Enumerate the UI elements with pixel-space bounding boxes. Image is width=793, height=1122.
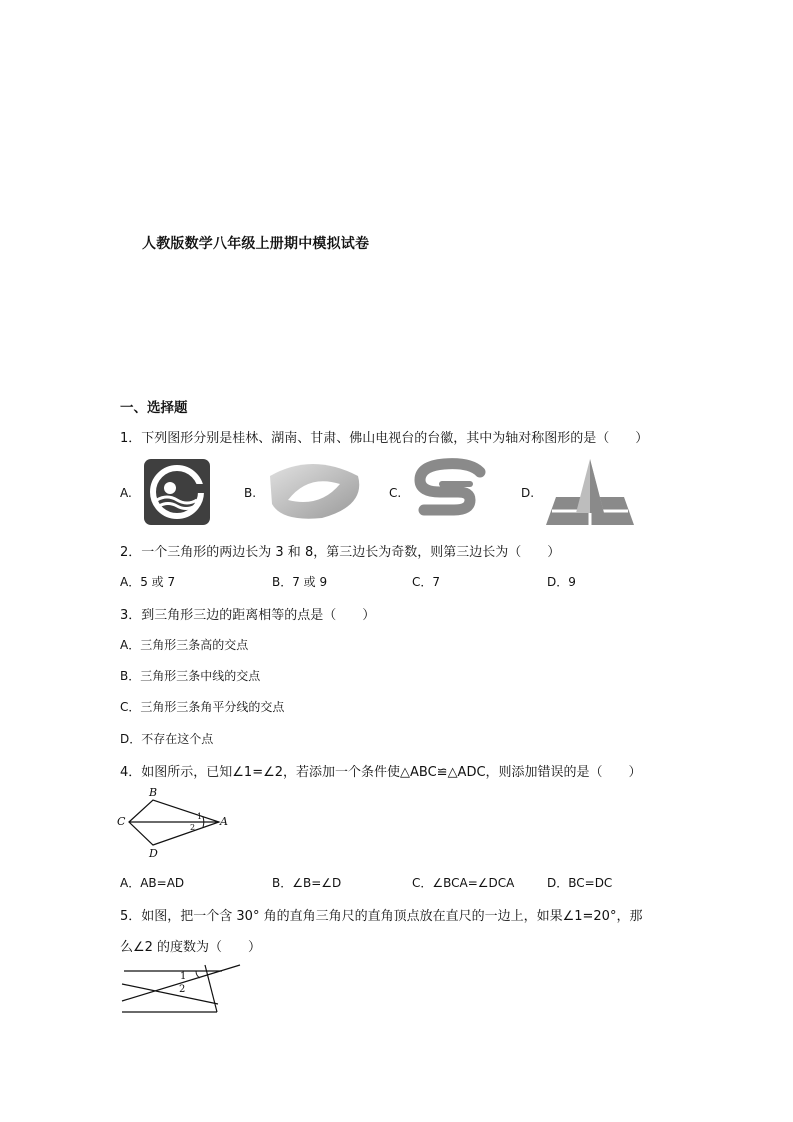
q5-ruler-figure [118, 962, 246, 1014]
q4-option-d: D．BC=DC [547, 876, 613, 890]
question-3-text: 3．到三角形三边的距离相等的点是（ ） [120, 608, 376, 623]
page-title: 人教版数学八年级上册期中模拟试卷 [142, 236, 370, 252]
q4-angle-1: 1 [197, 812, 203, 821]
section-heading: 一、选择题 [120, 400, 188, 416]
q4-label-d: D [149, 847, 158, 860]
q2-option-c: C．7 [412, 575, 441, 589]
q1-option-b-label: B. [244, 486, 257, 500]
foshan-tv-logo-icon [542, 457, 638, 527]
q4-option-b: B．∠B=∠D [272, 876, 342, 890]
q2-option-d: D．9 [547, 575, 576, 589]
q5-angle-1: 1 [180, 971, 187, 982]
q1-option-d-label: D. [521, 486, 535, 500]
q3-option-c: C．三角形三条角平分线的交点 [120, 700, 285, 714]
q4-label-c: C [117, 815, 126, 828]
q4-option-c: C．∠BCA=∠DCA [412, 876, 515, 890]
question-4-text: 4．如图所示，已知∠1=∠2，若添加一个条件使△ABC≌△ADC，则添加错误的是（ ） [120, 765, 642, 780]
q5-angle-2: 2 [179, 984, 186, 995]
q1-option-a-label: A. [120, 486, 132, 500]
q3-option-d: D．不存在这个点 [120, 732, 214, 746]
q4-label-b: B [149, 786, 158, 799]
q4-angle-2: 2 [190, 823, 196, 832]
question-1-text: 1．下列图形分别是桂林、湖南、甘肃、佛山电视台的台徽，其中为轴对称图形的是（ ） [120, 431, 649, 446]
gansu-tv-logo-icon [410, 458, 490, 524]
guilin-tv-logo-icon [143, 458, 211, 526]
q1-option-c-label: C. [389, 486, 402, 500]
q4-triangle-figure [115, 785, 235, 861]
q2-option-a: A．5 或 7 [120, 575, 176, 589]
q3-option-a: A．三角形三条高的交点 [120, 638, 249, 652]
q3-option-b: B．三角形三条中线的交点 [120, 669, 261, 683]
question-2-text: 2．一个三角形的两边长为 3 和 8，第三边长为奇数，则第三边长为（ ） [120, 545, 561, 560]
q4-option-a: A．AB=AD [120, 876, 185, 890]
question-5-line-1: 5．如图，把一个含 30° 角的直角三角尺的直角顶点放在直尺的一边上，如果∠1=20°，那 [120, 909, 643, 924]
q4-label-a: A [220, 815, 228, 828]
hunan-tv-logo-icon [262, 460, 366, 522]
q2-option-b: B．7 或 9 [272, 575, 328, 589]
question-5-line-2: 么∠2 的度数为（ ） [120, 940, 262, 955]
